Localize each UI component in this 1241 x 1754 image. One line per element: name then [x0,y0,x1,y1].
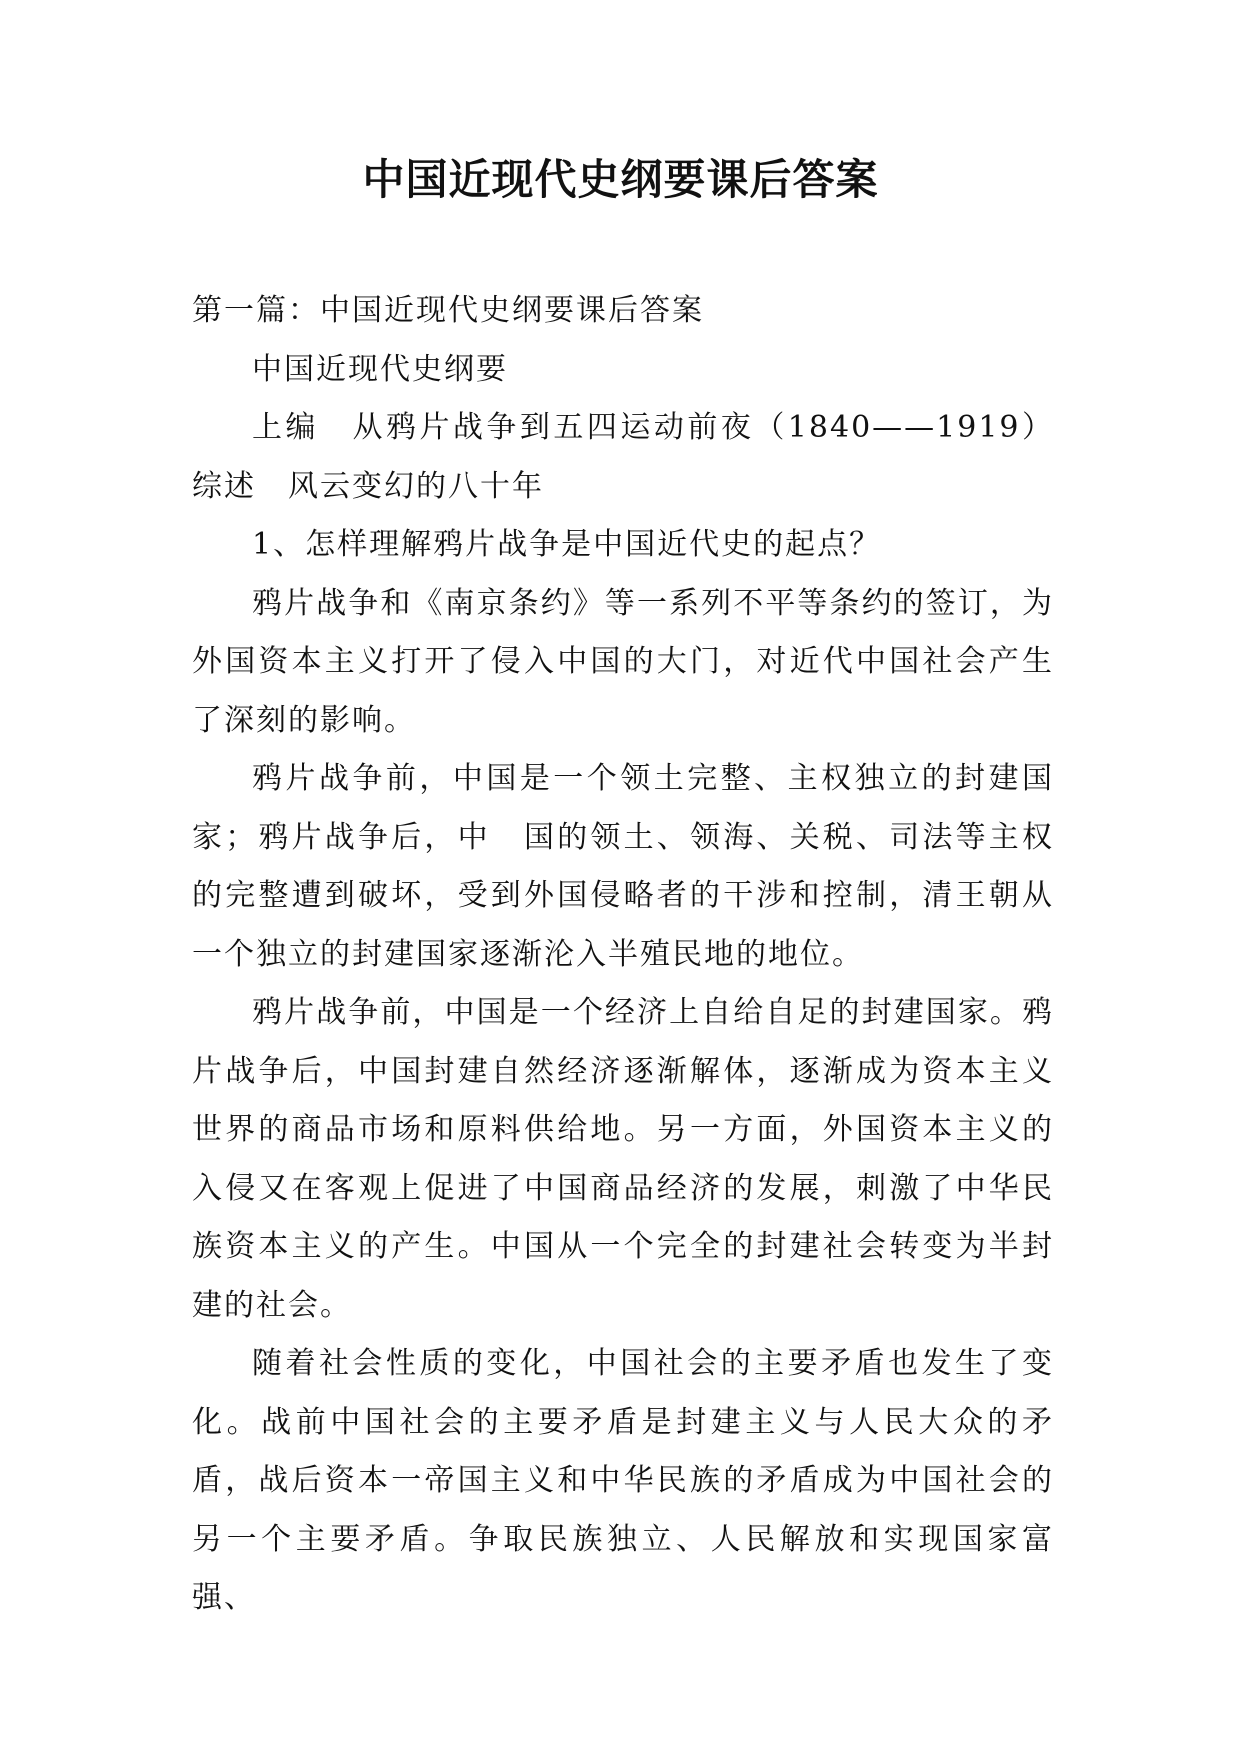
document-body [192,282,1054,1628]
answer-paragraph-1: 鸦片战争和《南京条约》等一系列不平等条约的签订，为外国资本主义打开了侵入中国的大门，对近代中国社会产生了深刻的影响。 [192,585,1054,738]
section-heading: 第一篇：中国近现代史纲要课后答案 [192,293,704,328]
part-heading: 上编 从鸦片战争到五四运动前夜（1840——1919）综述 风云变幻的八十年 [192,410,1054,504]
answer-paragraph-4: 随着社会性质的变化，中国社会的主要矛盾也发生了变化。战前中国社会的主要矛盾是封建主义与人民大众的矛盾，战后资本一帝国主义和中华民族的矛盾成为中国社会的另一个主要矛盾。争取民族独立、人民解放和实现国家富强、 [192,1346,1054,1615]
document-title: 中国近现代史纲要课后答案 [362,155,879,204]
answer-paragraph-2: 鸦片战争前，中国是一个领土完整、主权独立的封建国家；鸦片战争后，中 国的领土、领海、关税、司法等主权的完整遭到破坏，受到外国侵略者的干涉和控制，清王朝从一个独立的封建国家逐渐沦入半殖民地的地位。 [192,761,1054,972]
question-1: 1、怎样理解鸦片战争是中国近代史的起点？ [252,527,882,562]
subtitle: 中国近现代史纲要 [252,351,508,387]
answer-paragraph-3: 鸦片战争前，中国是一个经济上自给自足的封建国家。鸦片战争后，中国封建自然经济逐渐解体，逐渐成为资本主义世界的商品市场和原料供给地。另一方面，外国资本主义的入侵又在客观上促进了中国商品经济的发展，刺激了中华民族资本主义的产生。中国从一个完全的封建社会转变为半封建的社会。 [192,995,1054,1323]
